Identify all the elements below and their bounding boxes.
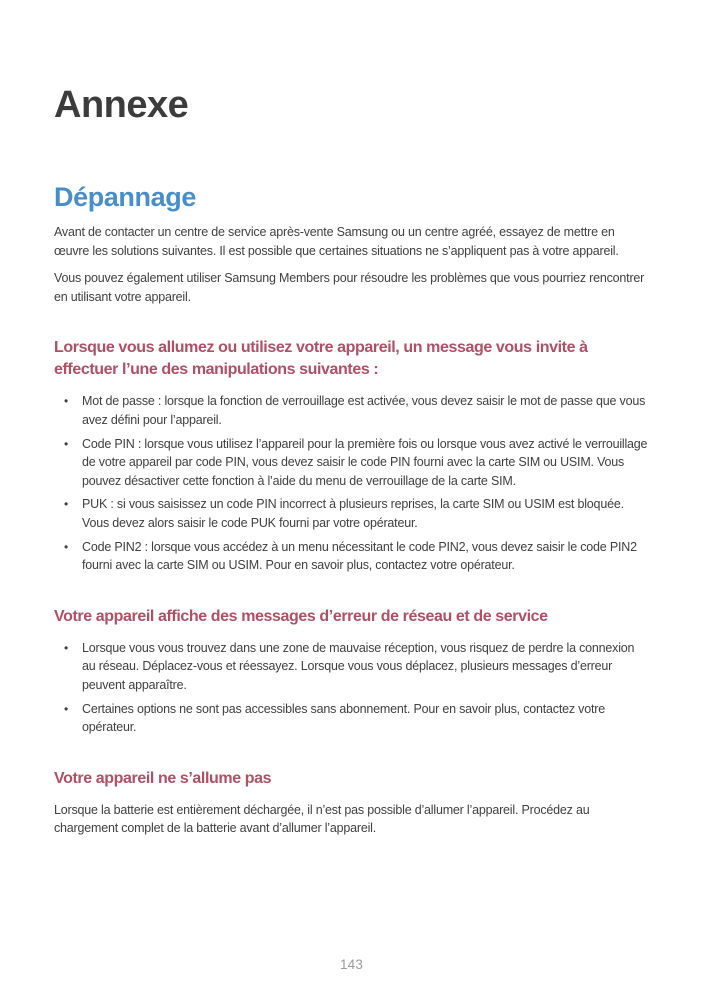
section-startup-messages: [54, 337, 650, 574]
chapter-title: Dépannage: [54, 182, 196, 212]
startup-messages-list: [54, 392, 650, 574]
list-item-pin2: • Code PIN2 : lorsque vous accédez à un menu nécessitant le code PIN2, vous devez saisir le code PIN2 fourni avec la carte SIM ou USIM. Pour en savoir plus, contactez votre opérateur.: [54, 538, 650, 575]
network-errors-list: [54, 639, 650, 737]
intro-paragraph-1: Avant de contacter un centre de service après-vente Samsung ou un centre agréé, essayez de mettre en œuvre les solutions suivantes. Il est possible que certaines situations ne s’appliquent pas à votre appareil.: [54, 225, 619, 258]
list-item-password: • Mot de passe : lorsque la fonction de verrouillage est activée, vous devez saisir le mot de passe que vous avez défini pour l’appareil.: [54, 392, 650, 429]
section-heading-startup-messages: Lorsque vous allumez ou utilisez votre appareil, un message vous invite à effectuer l’une des manipulations suivantes :: [54, 339, 588, 379]
section-device-wont-turn-on: [54, 768, 650, 838]
list-item-bad-reception: • Lorsque vous vous trouvez dans une zone de mauvaise réception, vous risquez de perdre la connexion au réseau. Déplacez-vous et réessayez. Lorsque vous vous déplacez, plusieurs messages d’erreur peuvent apparaître.: [54, 639, 650, 695]
list-item-subscription: • Certaines options ne sont pas accessibles sans abonnement. Pour en savoir plus, contactez votre opérateur.: [54, 700, 650, 737]
section-heading-device-wont-turn-on: Votre appareil ne s’allume pas: [54, 769, 272, 787]
intro-paragraph-2: Vous pouvez également utiliser Samsung Members pour résoudre les problèmes que vous pourriez rencontrer en utilisant votre appareil.: [54, 271, 645, 304]
list-item-pin: • Code PIN : lorsque vous utilisez l’appareil pour la première fois ou lorsque vous avez activé le verrouillage de votre appareil par code PIN, vous devez saisir le code PIN fourni avec la carte SIM ou USIM. Vous pouvez désactiver cette fonction à l’aide du menu de verrouillage de la carte SIM.: [54, 435, 650, 491]
page-number: 143: [339, 957, 364, 972]
device-wont-turn-on-paragraph: Lorsque la batterie est entièrement déchargée, il n’est pas possible d’allumer l’appareil. Procédez au chargement complet de la batterie avant d’allumer l’appareil.: [54, 802, 590, 836]
section-heading-network-errors: Votre appareil affiche des messages d’erreur de réseau et de service: [54, 607, 548, 625]
page-title: Annexe: [54, 84, 189, 126]
list-item-puk: • PUK : si vous saisissez un code PIN incorrect à plusieurs reprises, la carte SIM ou USIM est bloquée. Vous devez alors saisir le code PUK fourni par votre opérateur.: [54, 495, 650, 532]
section-network-errors: [54, 606, 650, 737]
